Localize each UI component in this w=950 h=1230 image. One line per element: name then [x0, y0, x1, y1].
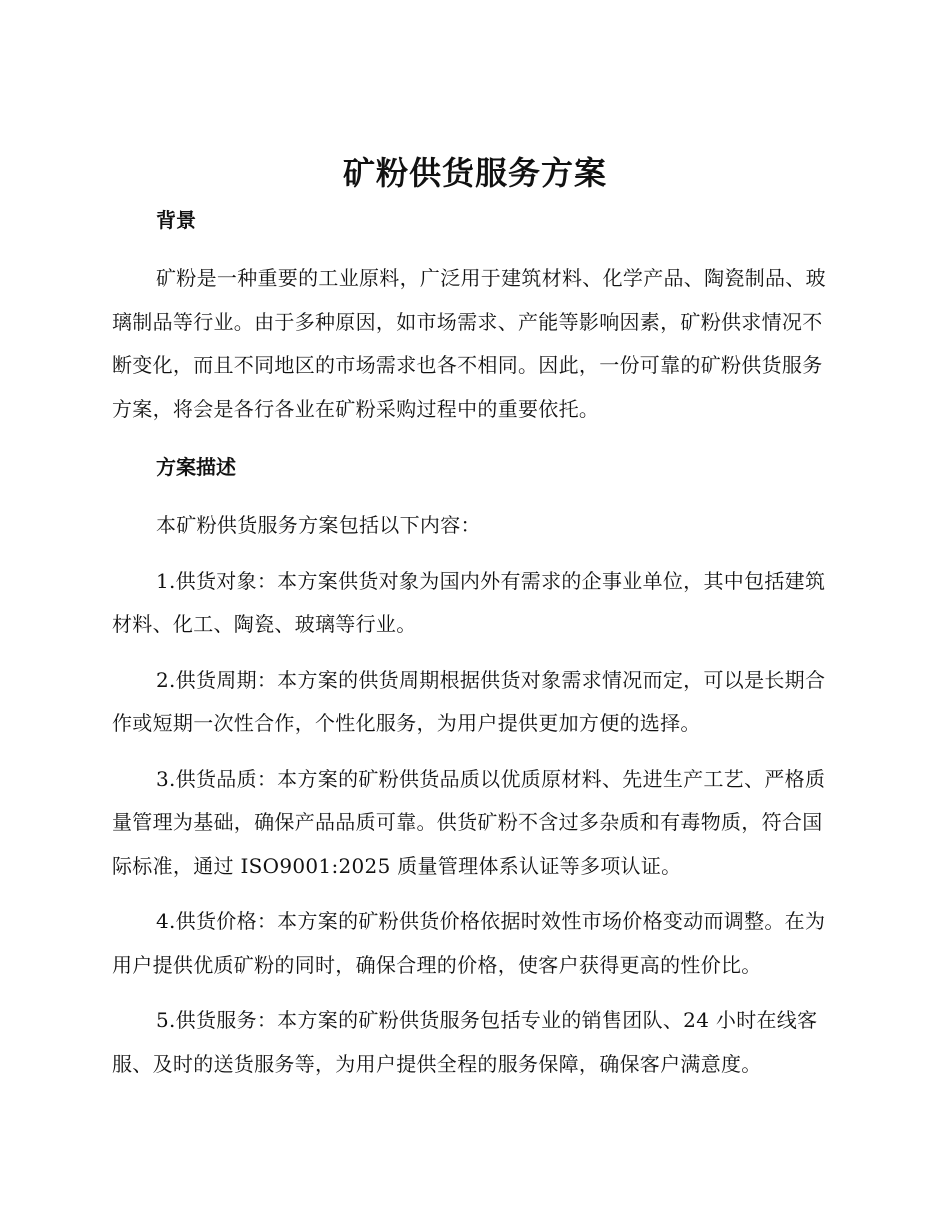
supply-service-paragraph: 5.供货服务：本方案的矿粉供货服务包括专业的销售团队、24 小时在线客服、及时的送货服务等，为用户提供全程的服务保障，确保客户满意度。 [112, 1008, 818, 1076]
description-intro-paragraph: 本矿粉供货服务方案包括以下内容： [156, 513, 481, 537]
document-body [112, 204, 832, 1086]
supply-price-paragraph: 4.供货价格：本方案的矿粉供货价格依据时效性市场价格变动而调整。在为用户提供优质矿粉的同时，确保合理的价格，使客户获得更高的性价比。 [112, 909, 826, 977]
document-title: 矿粉供货服务方案 [342, 154, 607, 192]
supply-target-paragraph: 1.供货对象：本方案供货对象为国内外有需求的企事业单位，其中包括建筑材料、化工、陶瓷、玻璃等行业。 [112, 568, 826, 636]
background-paragraph: 矿粉是一种重要的工业原料，广泛用于建筑材料、化学产品、陶瓷制品、玻璃制品等行业。由于多种原因，如市场需求、产能等影响因素，矿粉供求情况不断变化，而且不同地区的市场需求也各不相同。因此，一份可靠的矿粉供货服务方案，将会是各行各业在矿粉采购过程中的重要依托。 [112, 266, 826, 421]
supply-cycle-paragraph: 2.供货周期：本方案的供货周期根据供货对象需求情况而定，可以是长期合作或短期一次性合作，个性化服务，为用户提供更加方便的选择。 [112, 667, 826, 735]
section-heading-description: 方案描述 [156, 455, 236, 479]
supply-quality-paragraph: 3.供货品质：本方案的矿粉供货品质以优质原材料、先进生产工艺、严格质量管理为基础，确保产品品质可靠。供货矿粉不含过多杂质和有毒物质，符合国际标准，通过 ISO9001:2025 质量管理体系认证等多项认证。 [112, 766, 826, 878]
section-heading-background: 背景 [156, 208, 196, 232]
